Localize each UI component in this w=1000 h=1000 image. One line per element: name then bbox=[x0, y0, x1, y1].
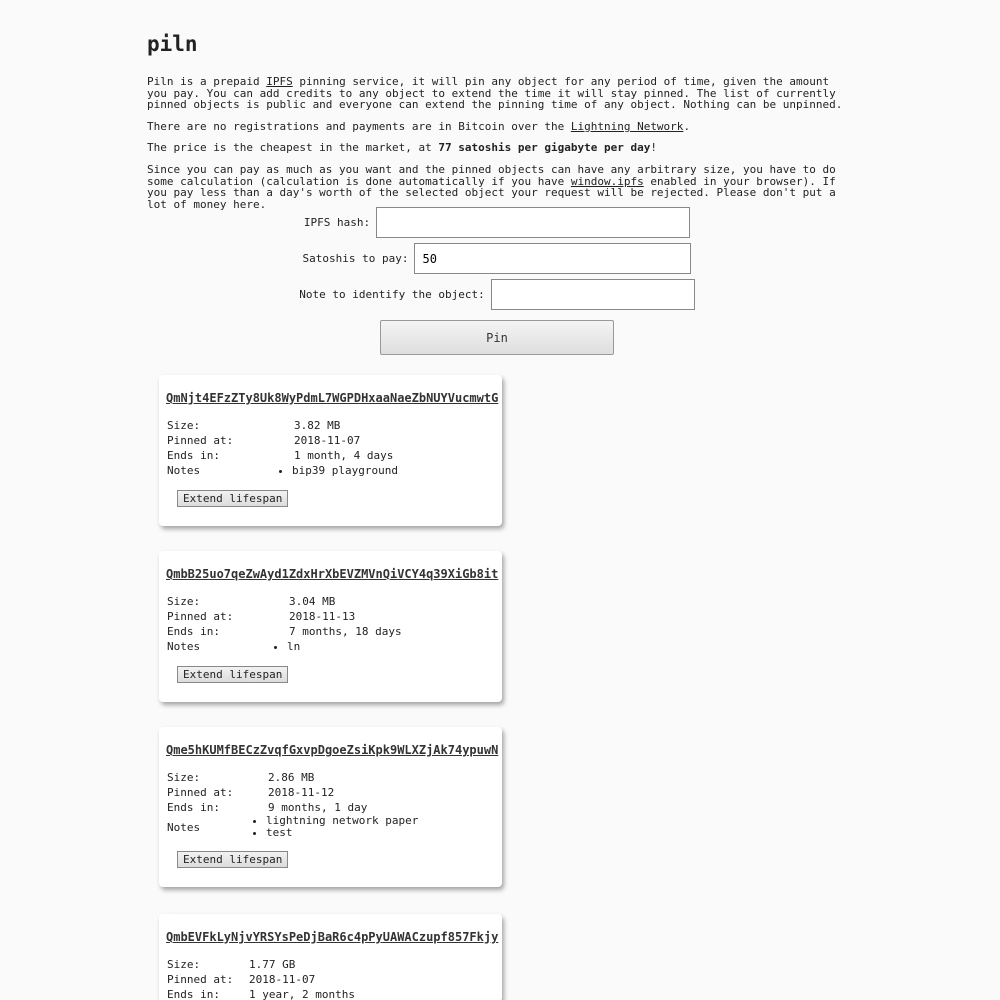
intro-text: There are no registrations and payments are in Bitcoin over the bbox=[147, 119, 571, 133]
extend-lifespan-button[interactable]: Extend lifespan bbox=[177, 490, 288, 507]
lightning-network-link[interactable]: Lightning Network bbox=[570, 119, 684, 133]
extend-lifespan-button[interactable]: Extend lifespan bbox=[177, 851, 288, 868]
intro-paragraph-4 bbox=[147, 164, 847, 210]
ends-label: Ends in: bbox=[167, 625, 220, 638]
pinned-value: 2018-11-07 bbox=[294, 434, 361, 447]
ends-label: Ends in: bbox=[167, 801, 220, 814]
size-label: Size: bbox=[167, 595, 201, 608]
intro-paragraph-3 bbox=[147, 142, 847, 154]
extend-lifespan-button[interactable]: Extend lifespan bbox=[177, 666, 288, 683]
size-value: 1.77 GB bbox=[249, 958, 296, 971]
pinned-value: 2018-11-12 bbox=[268, 786, 335, 799]
size-label: Size: bbox=[167, 958, 201, 971]
size-value: 3.82 MB bbox=[294, 419, 341, 432]
satoshis-input[interactable] bbox=[414, 243, 691, 274]
page-title: piln bbox=[147, 32, 198, 56]
pinned-label: Pinned at: bbox=[167, 610, 234, 623]
object-details bbox=[167, 594, 402, 654]
pinned-object-card bbox=[159, 727, 502, 887]
ipfs-hash-input[interactable] bbox=[376, 207, 690, 238]
ends-value: 1 year, 2 months bbox=[249, 988, 355, 1000]
note-label: Note to identify the object: bbox=[299, 288, 485, 301]
pinned-value: 2018-11-13 bbox=[289, 610, 356, 623]
ends-label: Ends in: bbox=[167, 988, 220, 1000]
notes-value bbox=[289, 639, 402, 654]
object-hash-link[interactable]: Qme5hKUMfBECzZvqfGxvpDgoeZsiKpk9WLXZjAk74ypuwN bbox=[166, 743, 499, 757]
notes-label: Notes bbox=[167, 464, 201, 477]
notes-value bbox=[294, 463, 398, 478]
size-label: Size: bbox=[167, 771, 201, 784]
size-value: 2.86 MB bbox=[268, 771, 315, 784]
pinned-object-card bbox=[159, 375, 502, 526]
size-label: Size: bbox=[167, 419, 201, 432]
price-highlight: 77 satoshis per gigabyte per day bbox=[438, 141, 651, 155]
intro-text: Since you can pay as much as you want and the pinned objects can have any arbitrary size, you have to do some calculation (calculation is done automatically if you have bbox=[147, 162, 836, 188]
intro-text: . bbox=[683, 119, 691, 133]
hash-row bbox=[147, 207, 847, 238]
object-details bbox=[167, 957, 355, 1000]
object-details bbox=[167, 418, 398, 478]
object-hash-link[interactable]: QmbEVFkLyNjvYRSYsPeDjBaR6c4pPyUAWACzupf857Fkjy bbox=[166, 930, 499, 944]
intro-text: Piln is a prepaid bbox=[147, 75, 267, 88]
intro-text: pinning service, it will pin any object for any period of time, given the amount you pay. You can add credits to any object to extend the time it will stay pinned. The list of currently pinned objects is public and everyone can extend the pinning time of any object. Nothing can be unpinned. bbox=[147, 75, 843, 112]
ends-value: 9 months, 1 day bbox=[268, 801, 368, 814]
sats-label: Satoshis to pay: bbox=[302, 252, 409, 265]
notes-label: Notes bbox=[167, 640, 201, 653]
note-item: • bip39 playground bbox=[292, 465, 398, 477]
ends-value: 1 month, 4 days bbox=[294, 449, 394, 462]
intro-paragraph-2 bbox=[147, 121, 847, 133]
object-hash-link[interactable]: QmNjt4EFzZTy8Uk8WyPdmL7WGPDHxaaNaeZbNUYVucmwtG bbox=[166, 391, 499, 405]
notes-label: Notes bbox=[167, 820, 201, 834]
note-item: • test bbox=[266, 827, 418, 839]
sats-row bbox=[147, 243, 847, 274]
main-content bbox=[147, 30, 847, 345]
note-row bbox=[147, 279, 847, 310]
pinned-label: Pinned at: bbox=[167, 786, 234, 799]
window-ipfs-link[interactable]: window.ipfs bbox=[570, 174, 644, 188]
pinned-label: Pinned at: bbox=[167, 973, 234, 986]
pin-button[interactable]: Pin bbox=[380, 320, 614, 355]
pinned-object-card bbox=[159, 551, 502, 702]
note-item: • lightning network paper bbox=[266, 815, 418, 827]
intro-text: ! bbox=[650, 141, 657, 155]
ends-value: 7 months, 18 days bbox=[289, 625, 402, 638]
intro-paragraph-1 bbox=[147, 76, 847, 111]
note-item: • ln bbox=[287, 641, 402, 653]
intro-text: The price is the cheapest in the market, at bbox=[147, 141, 439, 155]
pinned-value: 2018-11-07 bbox=[249, 973, 316, 986]
notes-value bbox=[268, 815, 418, 839]
hash-label: IPFS hash: bbox=[303, 216, 371, 229]
size-value: 3.04 MB bbox=[289, 595, 336, 608]
note-input[interactable] bbox=[491, 279, 695, 310]
object-details bbox=[167, 770, 418, 839]
ends-label: Ends in: bbox=[167, 449, 220, 462]
pinned-object-card bbox=[159, 914, 502, 1000]
pinned-label: Pinned at: bbox=[167, 434, 234, 447]
intro-text: enabled in your browser). If you pay less than a day's worth of the selected object your request will be rejected. Please don't put a lot of money here. bbox=[147, 174, 836, 211]
object-hash-link[interactable]: QmbB25uo7qeZwAyd1ZdxHrXbEVZMVnQiVCY4q39XiGb8it bbox=[166, 567, 499, 581]
ipfs-link[interactable]: IPFS bbox=[266, 75, 293, 88]
pin-form bbox=[147, 207, 847, 355]
